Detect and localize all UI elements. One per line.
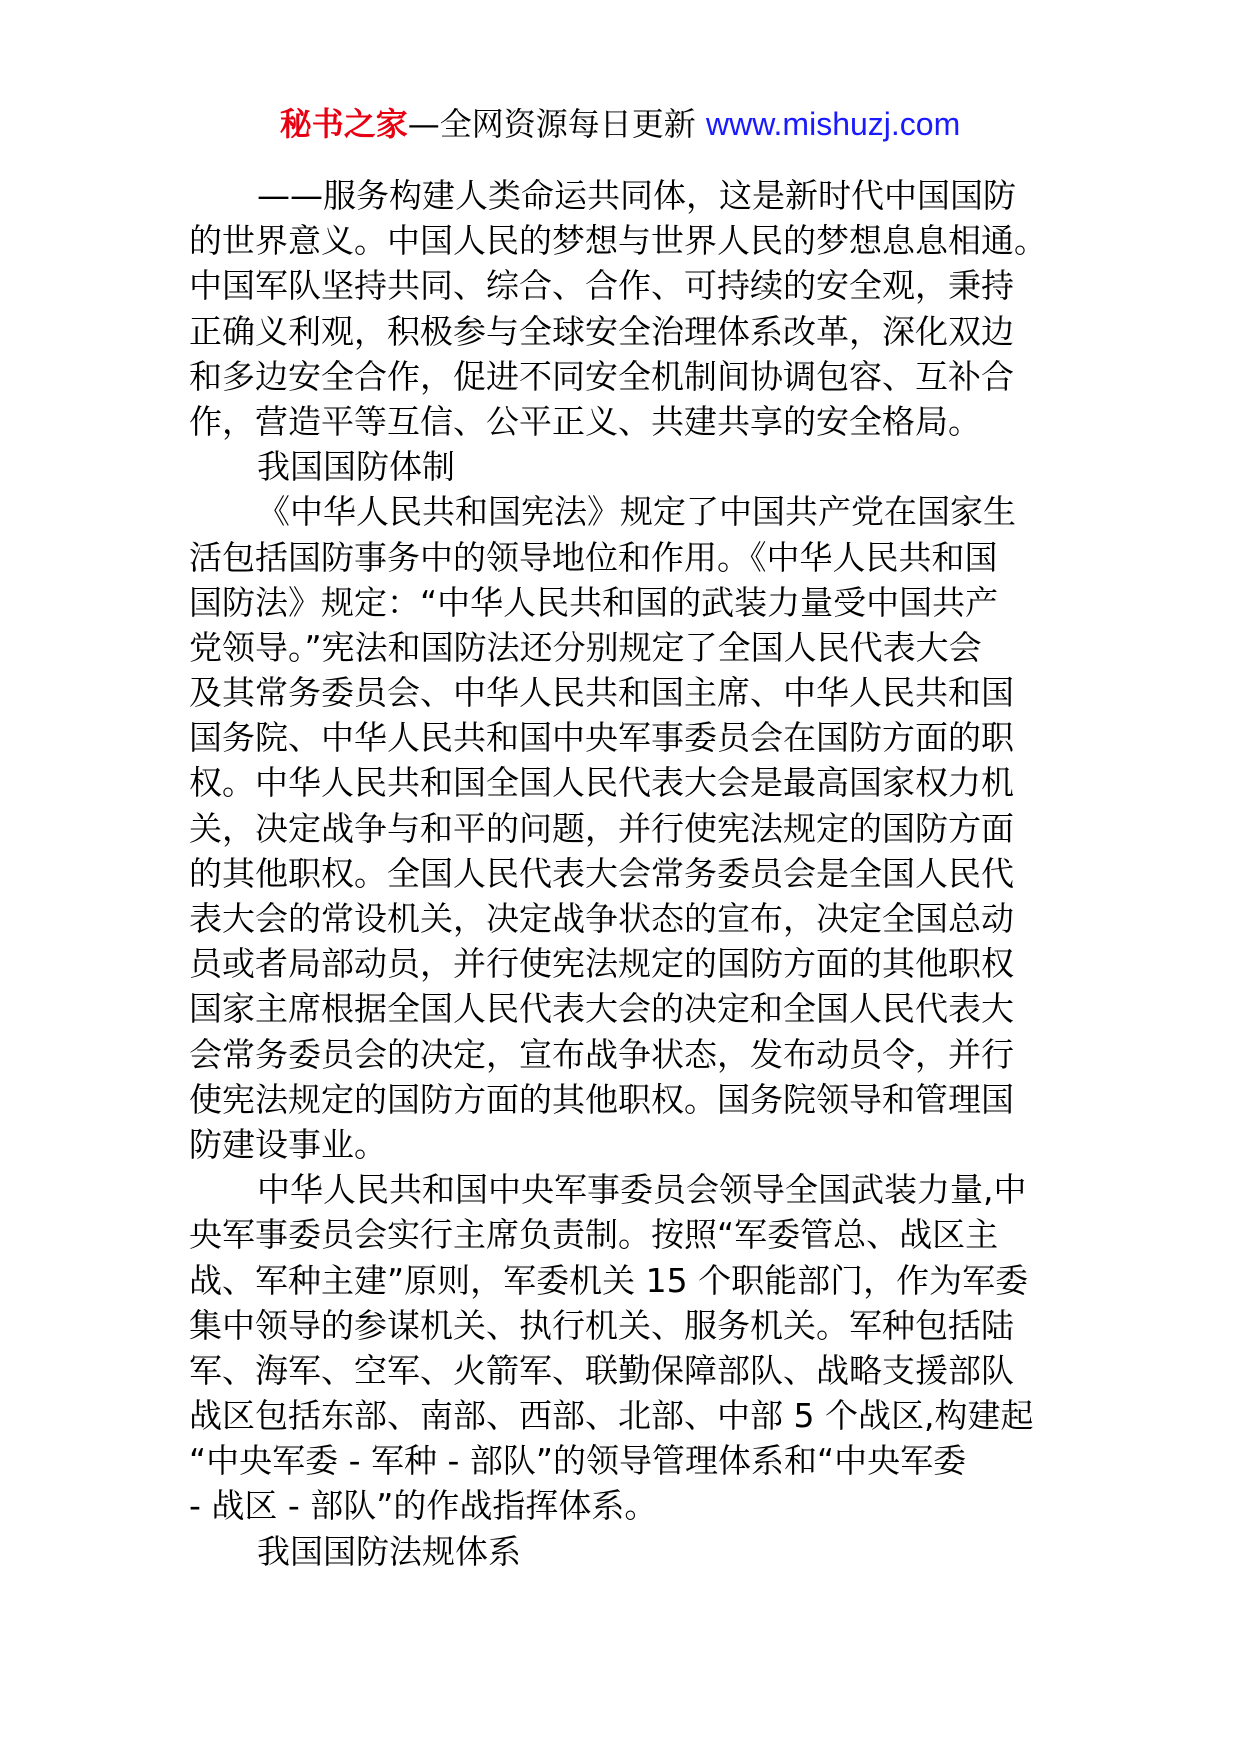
paragraph-line: 作，营造平等互信、公平正义、共建共享的安全格局。	[189, 401, 981, 441]
paragraph-line: ——服务构建人类命运共同体，这是新时代中国国防	[257, 176, 1016, 215]
paragraph-line: 党领导。”宪法和国防法还分别规定了全国人民代表大会	[189, 627, 982, 667]
page-header	[0, 104, 1240, 144]
paragraph-line: 集中领导的参谋机关、执行机关、服务机关。军种包括陆	[189, 1305, 1014, 1345]
paragraph-line: 央军事委员会实行主席负责制。按照“军委管总、战区主	[189, 1215, 999, 1255]
paragraph-line: 和多边安全合作，促进不同安全机制间协调包容、互补合	[189, 356, 1014, 396]
paragraph-line: 表大会的常设机关，决定战争状态的宣布，决定全国总动	[189, 899, 1014, 938]
section-heading: 我国国防法规体系	[257, 1531, 521, 1571]
paragraph-line: 员或者局部动员，并行使宪法规定的国防方面的其他职权	[189, 944, 1014, 984]
paragraph-line: 权。中华人民共和国全国人民代表大会是最高国家权力机	[189, 763, 1014, 803]
paragraph-line: 军、海军、空军、火箭军、联勤保障部队、战略支援部队	[189, 1350, 1014, 1390]
paragraph-line: 的其他职权。全国人民代表大会常务委员会是全国人民代	[189, 853, 1014, 893]
paragraph-line: 及其常务委员会、中华人民共和国主席、中华人民共和国	[189, 673, 1014, 713]
paragraph-line: - 战区 - 部队”的作战指挥体系。	[189, 1486, 658, 1526]
paragraph-line: “中央军委 - 军种 - 部队”的领导管理体系和“中央军委	[189, 1441, 967, 1481]
paragraph-line: 《中华人民共和国宪法》规定了中国共产党在国家生	[257, 492, 1016, 532]
paragraph-line: 中华人民共和国中央军事委员会领导全国武装力量,中	[257, 1170, 1027, 1210]
paragraph-line: 国务院、中华人民共和国中央军事委员会在国防方面的职	[189, 718, 1014, 758]
paragraph-line: 使宪法规定的国防方面的其他职权。国务院领导和管理国	[189, 1079, 1014, 1119]
paragraph-line: 活包括国防事务中的领导地位和作用。《中华人民共和国	[189, 537, 998, 577]
paragraph-line: 的世界意义。中国人民的梦想与世界人民的梦想息息相通。	[189, 221, 1047, 261]
paragraph-line: 国防法》规定：“中华人民共和国的武装力量受中国共产	[189, 582, 999, 622]
paragraph-line: 会常务委员会的决定，宣布战争状态，发布动员令，并行	[189, 1034, 1014, 1074]
paragraph-line: 战、军种主建”原则，军委机关 15 个职能部门，作为军委	[189, 1260, 1029, 1300]
site-url-link[interactable]: www.mishuzj.com	[705, 106, 961, 142]
paragraph-line: 战区包括东部、南部、西部、北部、中部 5 个战区,构建起	[189, 1396, 1034, 1436]
section-heading: 我国国防体制	[257, 447, 455, 487]
paragraph-line: 中国军队坚持共同、综合、合作、可持续的安全观，秉持	[189, 266, 1014, 306]
paragraph-line: 正确义利观，积极参与全球安全治理体系改革，深化双边	[189, 311, 1014, 351]
document-body	[189, 173, 1055, 1574]
header-tagline: —全网资源每日更新	[407, 105, 706, 143]
paragraph-line: 国家主席根据全国人民代表大会的决定和全国人民代表大	[189, 989, 1014, 1029]
paragraph-line: 防建设事业。	[189, 1124, 387, 1164]
brand-name: 秘书之家	[279, 105, 408, 143]
paragraph-line: 关，决定战争与和平的问题，并行使宪法规定的国防方面	[189, 808, 1014, 848]
